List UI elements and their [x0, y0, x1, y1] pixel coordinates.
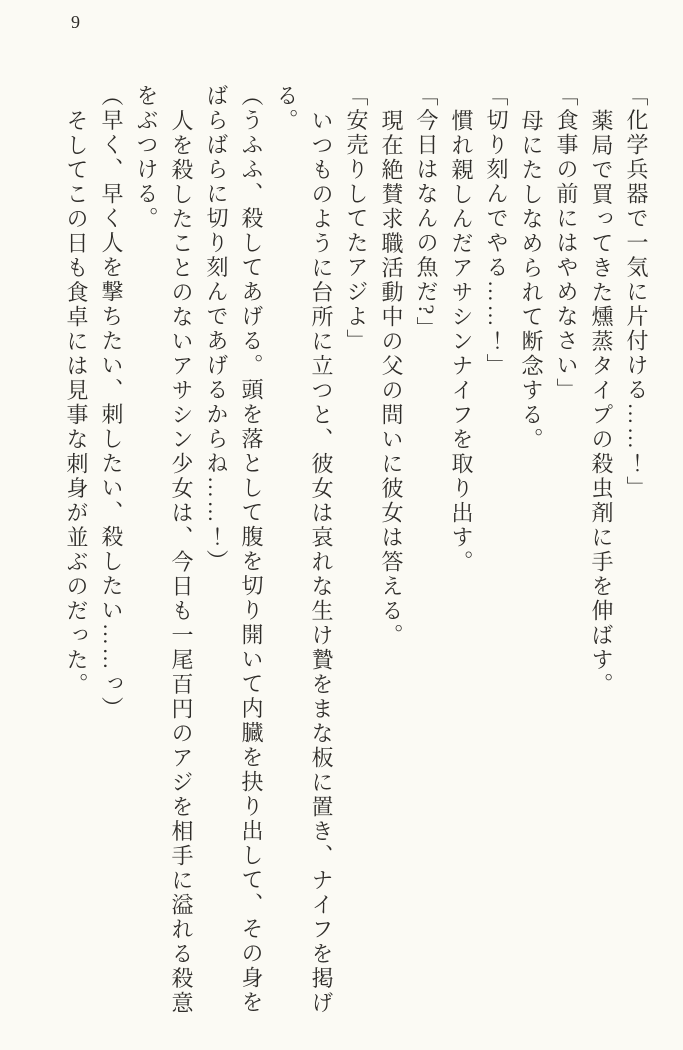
text-line: （うふふ、殺してあげる。頭を落として腹を切り開いて内臓を抉り出して、その身を: [239, 84, 264, 1015]
text-line: 現在絶賛求職活動中の父の問いに彼女は答える。: [379, 109, 404, 648]
text-line: 母にたしなめられて断念する。: [519, 109, 544, 452]
text-line: 「切り刻んでやる……！」: [484, 84, 509, 378]
text-line: いつものように台所に立つと、彼女は哀れな生け贄をまな板に置き、ナイフを掲げ: [309, 109, 334, 1016]
text-line: 慣れ親しんだアサシンナイフを取り出す。: [449, 109, 474, 575]
text-line: （早く、早く人を撃ちたい、刺したい、殺したい……っ）: [99, 84, 124, 721]
text-line: 人を殺したことのないアサシン少女は、今日も一尾百円のアジを相手に溢れる殺意: [169, 109, 194, 1016]
text-line: をぶつける。: [134, 84, 159, 231]
text-line: る。: [274, 84, 299, 133]
text-line: 「安売りしてたアジよ」: [344, 84, 369, 354]
text-line: 「食事の前にはやめなさい」: [554, 84, 579, 403]
page-number: 9: [71, 12, 80, 32]
vertical-text-block: [59, 84, 654, 1026]
text-line: 「今日はなんの魚だ?」: [414, 84, 439, 342]
text-line: 「化学兵器で一気に片付ける……！」: [624, 84, 649, 501]
text-line: そしてこの日も食卓には見事な刺身が並ぶのだった。: [64, 109, 89, 697]
text-line: 薬局で買ってきた燻蒸タイプの殺虫剤に手を伸ばす。: [589, 109, 614, 697]
text-line: ばらばらに切り刻んであげるからね……！）: [204, 84, 229, 574]
